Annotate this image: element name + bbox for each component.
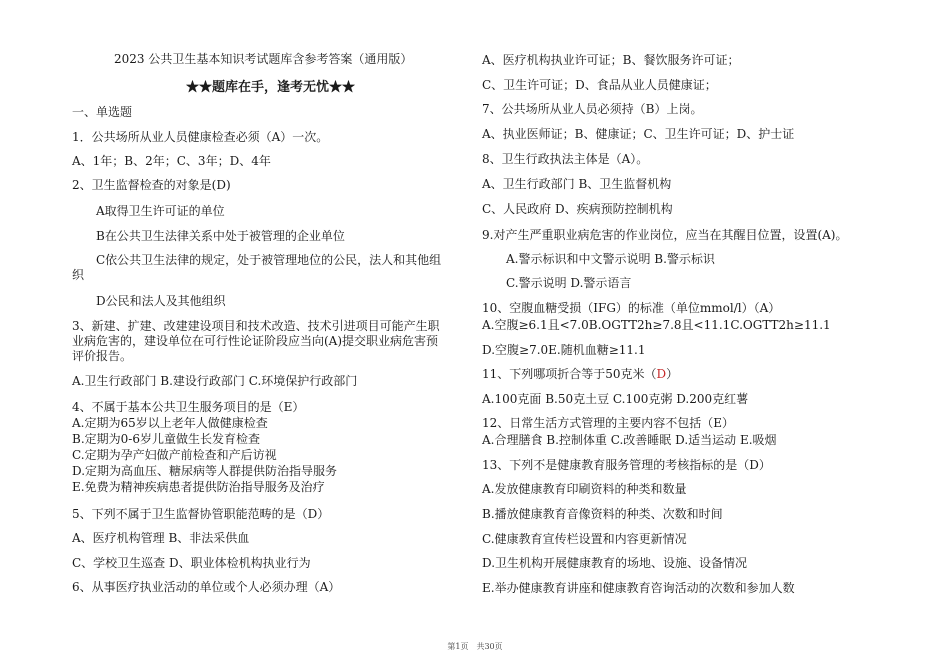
option-line: 织 <box>72 268 85 282</box>
question-line: 10、空腹血糖受损（IFG）的标准（单位mmol/l）（A） <box>482 301 781 315</box>
option-line: C、卫生许可证；D、食品从业人员健康证； <box>482 78 717 92</box>
option-line: D.卫生机构开展健康教育的场地、设施、设备情况 <box>482 556 748 570</box>
question-text-end: ） <box>666 367 679 381</box>
question-line: 9.对产生严重职业病危害的作业岗位，应当在其醒目位置，设置(A)。 <box>482 228 848 242</box>
question-line: 1．公共场所从业人员健康检查必须（A）一次。 <box>72 130 329 144</box>
option-line: D.定期为高血压、糖尿病等人群提供防治指导服务 <box>72 464 338 478</box>
question-line: 2、卫生监督检查的对象是(D) <box>72 178 231 192</box>
option-line: A、医疗机构管理 B、非法采供血 <box>72 531 250 545</box>
document-title: 2023 公共卫生基本知识考试题库含参考答案（通用版） <box>114 52 413 66</box>
section-heading: 一、单选题 <box>72 105 133 119</box>
option-line: A.警示标识和中文警示说明 B.警示标识 <box>506 252 715 266</box>
option-line: B.播放健康教育音像资料的种类、次数和时间 <box>482 507 723 521</box>
option-line: A、医疗机构执业许可证；B、餐饮服务许可证； <box>482 53 740 67</box>
question-line: 评价报告。 <box>72 349 133 363</box>
option-line: A.空腹≥6.1且<7.0B.OGTT2h≥7.8且<11.1C.OGTT2h≥11.1 <box>482 318 831 332</box>
question-line: 3、新建、扩建、改建建设项目和技术改造、技术引进项目可能产生职 <box>72 319 440 333</box>
option-line: A.100克面 B.50克土豆 C.100克粥 D.200克红薯 <box>482 392 749 406</box>
option-line: A取得卫生许可证的单位 <box>96 204 225 218</box>
option-line: D公民和法人及其他组织 <box>96 294 226 308</box>
question-text: 11、下列哪项折合等于50克米（ <box>482 367 657 381</box>
option-line: C.警示说明 D.警示语言 <box>506 276 632 290</box>
option-line: B.定期为0-6岁儿童做生长发育检查 <box>72 432 260 446</box>
question-line: 7、公共场所从业人员必须持（B）上岗。 <box>482 102 703 116</box>
question-line: 业病危害的，建设单位在可行性论证阶段应当向(A)提交职业病危害预 <box>72 334 439 348</box>
option-line: C.健康教育宣传栏设置和内容更新情况 <box>482 532 687 546</box>
option-line: B在公共卫生法律关系中处于被管理的企业单位 <box>96 229 345 243</box>
question-line: 13、下列不是健康教育服务管理的考核指标的是（D） <box>482 458 771 472</box>
option-line: A.定期为65岁以上老年人做健康检查 <box>72 416 268 430</box>
option-line: C、人民政府 D、疾病预防控制机构 <box>482 202 673 216</box>
question-line: 6、从事医疗执业活动的单位或个人必须办理（A） <box>72 580 341 594</box>
option-line: E.免费为精神疾病患者提供防治指导服务及治疗 <box>72 480 325 494</box>
option-line: A、执业医师证；B、健康证；C、卫生许可证；D、护士证 <box>482 127 795 141</box>
page-number-footer: 第1页 共30页 <box>447 642 503 651</box>
option-line: A.发放健康教育印刷资料的种类和数量 <box>482 482 687 496</box>
option-line: C.定期为孕产妇做产前检查和产后访视 <box>72 448 277 462</box>
option-line: E.举办健康教育讲座和健康教育咨询活动的次数和参加人数 <box>482 581 795 595</box>
option-line: A、1年；B、2年；C、3年；D、4年 <box>72 154 271 168</box>
option-line: C依公共卫生法律的规定，处于被管理地位的公民，法人和其他组 <box>96 253 442 267</box>
document-subtitle: ★★题库在手，逢考无忧★★ <box>186 80 356 95</box>
question-line <box>482 367 678 382</box>
question-line: 4、不属于基本公共卫生服务项目的是（E） <box>72 400 305 414</box>
answer-highlight: D <box>656 367 667 381</box>
option-line: A.合理膳食 B.控制体重 C.改善睡眠 D.适当运动 E.吸烟 <box>482 433 777 447</box>
question-line: 12、日常生活方式管理的主要内容不包括（E） <box>482 416 735 430</box>
question-line: 8、卫生行政执法主体是（A）。 <box>482 152 649 166</box>
option-line: A.卫生行政部门 B.建设行政部门 C.环境保护行政部门 <box>72 374 358 388</box>
option-line: D.空腹≥7.0E.随机血糖≥11.1 <box>482 343 646 357</box>
option-line: C、学校卫生巡查 D、职业体检机构执业行为 <box>72 556 311 570</box>
question-line: 5、下列不属于卫生监督协管职能范畴的是（D） <box>72 507 330 521</box>
option-line: A、卫生行政部门 B、卫生监督机构 <box>482 177 672 191</box>
